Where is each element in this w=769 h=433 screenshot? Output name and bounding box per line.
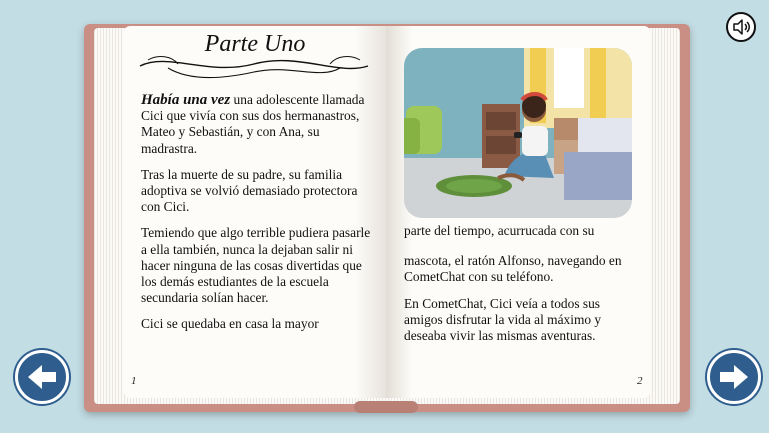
story-lead: Había una vez bbox=[141, 92, 231, 108]
title-flourish-ornament bbox=[138, 50, 370, 82]
next-page-button[interactable] bbox=[707, 350, 761, 404]
right-page-text bbox=[404, 223, 636, 354]
speaker-icon bbox=[728, 14, 754, 40]
book-spine-clasp bbox=[354, 401, 418, 413]
arrow-right-icon bbox=[710, 353, 758, 401]
paragraph: Tras la muerte de su padre, su familia adoptiva se volvió demasiado protectora con Cici. bbox=[141, 166, 358, 215]
chapter-title: Parte Uno bbox=[204, 31, 306, 57]
sound-toggle-button[interactable] bbox=[726, 12, 756, 42]
paragraph: Cici se quedaba en casa la mayor bbox=[141, 316, 319, 332]
page-number-left: 1 bbox=[131, 375, 137, 387]
story-illustration bbox=[404, 48, 632, 218]
left-page-text bbox=[141, 92, 373, 343]
paragraph: Temiendo que algo terrible pudiera pasarle a ella también, nunca la dejaban salir ni hacer ninguna de las cosas divertidas que los demás estudiantes de la escuela secundaria solían hacer. bbox=[141, 225, 371, 306]
paragraph: En CometChat, Cici veía a todos sus amigos disfrutar la vida al máximo y deseaba vivir las mismas aventuras. bbox=[404, 295, 602, 344]
paragraph-text: una adolescente llamada Cici que vivía con sus dos hermanastros, Mateo y Sebastián, y con Ana, su madrastra. bbox=[141, 92, 365, 156]
paragraph: parte del tiempo, acurrucada con su bbox=[404, 223, 595, 238]
arrow-left-icon bbox=[18, 353, 66, 401]
paragraph bbox=[141, 92, 373, 157]
previous-page-button[interactable] bbox=[15, 350, 69, 404]
page-number-right: 2 bbox=[637, 375, 643, 387]
paragraph: mascota, el ratón Alfonso, navegando en CometChat con su teléfono. bbox=[404, 253, 622, 285]
